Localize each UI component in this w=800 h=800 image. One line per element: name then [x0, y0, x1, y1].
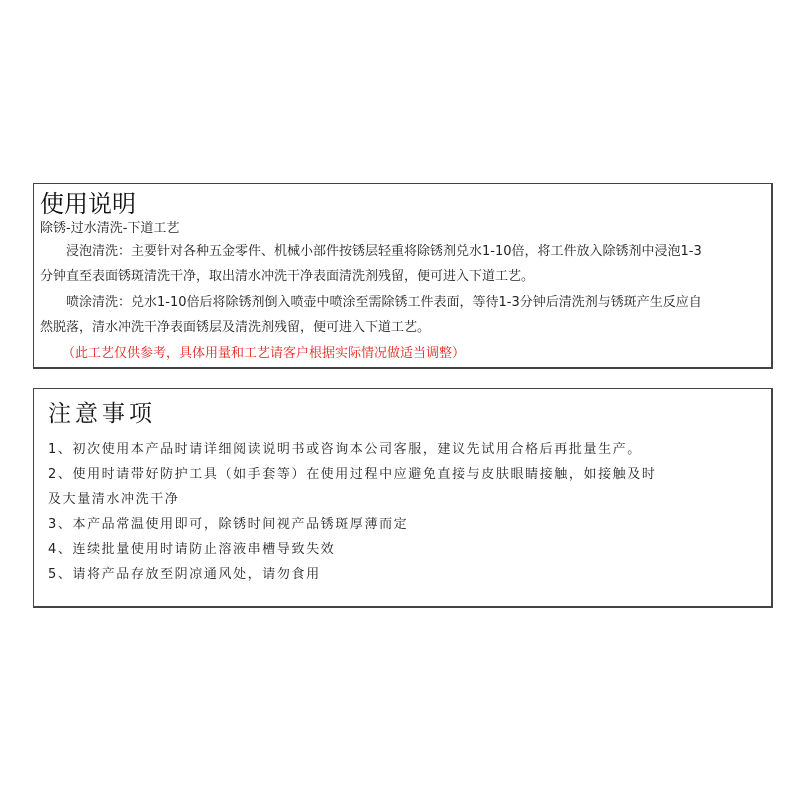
soak-cleaning-text-cont: 分钟直至表面锈斑清洗干净，取出清水冲洗干净表面清洗剂残留，便可进入下道工艺。 — [40, 269, 535, 284]
spray-cleaning-text: 喷涂清洗：兑水1-10倍后将除锈剂倒入喷壶中喷涂至需除锈工件表面，等待1-3分钟后清洗剂与锈斑产生反应自 — [66, 295, 702, 310]
soak-cleaning-text: 浸泡清洗：主要针对各种五金零件、机械小部件按锈层轻重将除锈剂兑水1-10倍，将工件放入除锈剂中浸泡1-3 — [66, 244, 702, 259]
precaution-item: 2、使用时请带好防护工具（如手套等）在使用过程中应避免直接与皮肤眼睛接触，如接触及时 — [48, 467, 657, 482]
usage-subtitle: 除锈-过水清洗-下道工艺 — [40, 221, 180, 236]
precaution-item: 3、本产品常温使用即可，除锈时间视产品锈斑厚薄而定 — [48, 517, 409, 532]
usage-title: 使用说明 — [40, 190, 136, 218]
precautions-panel — [33, 388, 773, 608]
precaution-item: 1、初次使用本产品时请详细阅读说明书或咨询本公司客服，建议先试用合格后再批量生产。 — [48, 442, 642, 457]
usage-instructions-panel — [33, 183, 773, 369]
disclaimer-note: （此工艺仅供参考，具体用量和工艺请客户根据实际情况做适当调整） — [62, 346, 466, 361]
precaution-item: 4、连续批量使用时请防止溶液串槽导致失效 — [48, 542, 336, 557]
precaution-item-cont: 及大量清水冲洗干净 — [48, 492, 180, 507]
spray-cleaning-text-cont: 然脱落，清水冲洗干净表面锈层及清洗剂残留，便可进入下道工艺。 — [40, 320, 431, 335]
precautions-title: 注意事项 — [48, 401, 156, 427]
precaution-item: 5、请将产品存放至阴凉通风处，请勿食用 — [48, 567, 321, 582]
